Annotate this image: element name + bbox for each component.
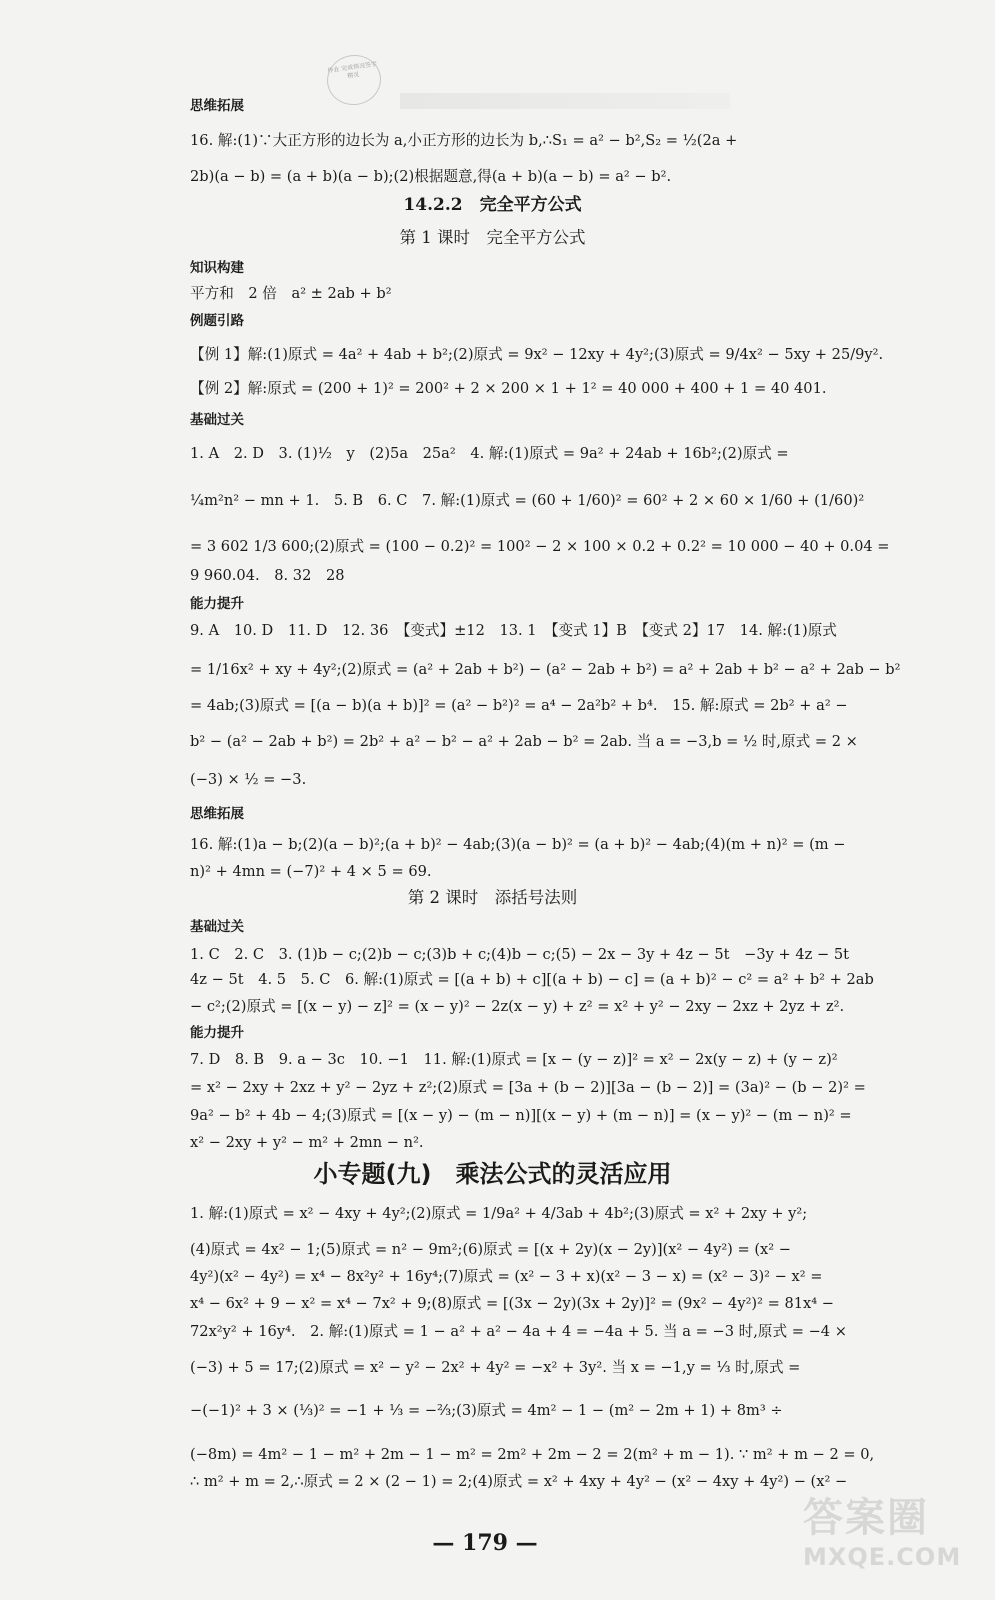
text-line: (−8m) = 4m² − 1 − m² + 2m − 1 − m² = 2m² + 2m − 2 = 2(m² + m − 1). ∵ m² + m − 2 = 0, — [190, 1446, 875, 1463]
text-line: (−3) × ½ = −3. — [190, 771, 307, 788]
text-line: 4y²)(x² − 4y²) = x⁴ − 8x²y² + 16y⁴;(7)原式 = (x² − 3 + x)(x² − 3 − x) = (x² − 3)² − x² = — [190, 1268, 823, 1285]
text-line: 72x²y² + 16y⁴. 2. 解:(1)原式 = 1 − a² + a² − 4a + 4 = −4a + 5. 当 a = −3 时,原式 = −4 × — [190, 1323, 847, 1340]
heading-basic: 基础过关 — [190, 412, 244, 428]
text-line: 16. 解:(1)a − b;(2)(a − b)²;(a + b)² − 4ab;(3)(a − b)² = (a + b)² − 4ab;(4)(m + n)² = (m − — [190, 836, 846, 853]
ink-stamp: 作业 完成情况签字 精灵 — [324, 51, 384, 108]
text-line: 9 960.04. 8. 32 28 — [190, 567, 345, 584]
text-line: = 3 602 1/3 600;(2)原式 = (100 − 0.2)² = 100² − 2 × 100 × 0.2 + 0.2² = 10 000 − 40 + 0.04 = — [190, 538, 890, 555]
faded-bleed-through — [400, 93, 730, 109]
heading-knowledge: 知识构建 — [190, 260, 244, 276]
section-title: 14.2.2 完全平方公式 — [403, 195, 582, 215]
heading-examples: 例题引路 — [190, 313, 244, 329]
page-number: — 179 — — [432, 1530, 538, 1556]
text-line: 【例 2】解:原式 = (200 + 1)² = 200² + 2 × 200 × 1 + 1² = 40 000 + 400 + 1 = 40 401. — [190, 380, 827, 397]
heading-thinking-extension: 思维拓展 — [190, 98, 244, 114]
heading-ability: 能力提升 — [190, 596, 244, 612]
text-line: 【例 1】解:(1)原式 = 4a² + 4ab + b²;(2)原式 = 9x² − 12xy + 4y²;(3)原式 = 9/4x² − 5xy + 25/9y². — [190, 346, 884, 363]
text-line: = x² − 2xy + 2xz + y² − 2yz + z²;(2)原式 = [3a + (b − 2)][3a − (b − 2)] = (3a)² − (b − 2)² = — [190, 1079, 866, 1096]
text-line: = 4ab;(3)原式 = [(a − b)(a + b)]² = (a² − b²)² = a⁴ − 2a²b² + b⁴. 15. 解:原式 = 2b² + a² − — [190, 697, 848, 714]
heading-ability: 能力提升 — [190, 1025, 244, 1041]
text-line: (4)原式 = 4x² − 1;(5)原式 = n² − 9m²;(6)原式 = [(x + 2y)(x − 2y)](x² − 4y²) = (x² − — [190, 1241, 792, 1258]
site-watermark — [803, 1494, 983, 1594]
text-line: 2b)(a − b) = (a + b)(a − b);(2)根据题意,得(a + b)(a − b) = a² − b². — [190, 168, 672, 185]
text-line: 平方和 2 倍 a² ± 2ab + b² — [190, 285, 392, 302]
text-line: 1. 解:(1)原式 = x² − 4xy + 4y²;(2)原式 = 1/9a² + 4/3ab + 4b²;(3)原式 = x² + 2xy + y²; — [190, 1205, 808, 1222]
text-line: b² − (a² − 2ab + b²) = 2b² + a² − b² − a² + 2ab − b² = 2ab. 当 a = −3,b = ½ 时,原式 = 2 × — [190, 733, 858, 750]
text-line: 7. D 8. B 9. a − 3c 10. −1 11. 解:(1)原式 = [x − (y − z)]² = x² − 2x(y − z) + (y − z)² — [190, 1051, 838, 1068]
text-line: 1. C 2. C 3. (1)b − c;(2)b − c;(3)b + c;(4)b − c;(5) − 2x − 3y + 4z − 5t −3y + 4z − 5t — [190, 946, 849, 963]
text-line: − c²;(2)原式 = [(x − y) − z]² = (x − y)² − 2z(x − y) + z² = x² + y² − 2xy − 2xz + 2yz + z². — [190, 998, 845, 1015]
text-line: = 1/16x² + xy + 4y²;(2)原式 = (a² + 2ab + b²) − (a² − 2ab + b²) = a² + 2ab + b² − a² + 2ab − b² — [190, 661, 901, 678]
text-line: 4z − 5t 4. 5 5. C 6. 解:(1)原式 = [(a + b) + c][(a + b) − c] = (a + b)² − c² = a² + b² + 2ab — [190, 971, 874, 988]
text-line: −(−1)² + 3 × (⅓)² = −1 + ⅓ = −⅔;(3)原式 = 4m² − 1 − (m² − 2m + 1) + 8m³ ÷ — [190, 1402, 783, 1419]
heading-basic: 基础过关 — [190, 919, 244, 935]
text-line: x² − 2xy + y² − m² + 2mn − n². — [190, 1134, 424, 1151]
text-line: 9. A 10. D 11. D 12. 36 【变式】±12 13. 1 【变式 1】B 【变式 2】17 14. 解:(1)原式 — [190, 622, 837, 639]
text-line: (−3) + 5 = 17;(2)原式 = x² − y² − 2x² + 4y² = −x² + 3y². 当 x = −1,y = ⅓ 时,原式 = — [190, 1359, 801, 1376]
text-line: 1. A 2. D 3. (1)½ y (2)5a 25a² 4. 解:(1)原式 = 9a² + 24ab + 16b²;(2)原式 = — [190, 445, 789, 462]
text-line: x⁴ − 6x² + 9 − x² = x⁴ − 7x² + 9;(8)原式 = [(3x − 2y)(3x + 2y)]² = (9x² − 4y²)² = 81x⁴ − — [190, 1295, 834, 1312]
lesson-title: 第 2 课时 添括号法则 — [407, 888, 578, 907]
heading-thinking-extension: 思维拓展 — [190, 806, 244, 822]
text-line: ∴ m² + m = 2,∴原式 = 2 × (2 − 1) = 2;(4)原式 = x² + 4xy + 4y² − (x² − 4xy + 4y²) − (x² − — [190, 1473, 848, 1490]
text-line: 9a² − b² + 4b − 4;(3)原式 = [(x − y) − (m − n)][(x − y) + (m − n)] = (x − y)² − (m − n)² = — [190, 1107, 852, 1124]
text-line: ¼m²n² − mn + 1. 5. B 6. C 7. 解:(1)原式 = (60 + 1/60)² = 60² + 2 × 60 × 1/60 + (1/60)² — [190, 492, 865, 509]
text-line: 16. 解:(1)∵大正方形的边长为 a,小正方形的边长为 b,∴S₁ = a² − b²,S₂ = ½(2a + — [190, 132, 738, 149]
watermark-url: MXQE.COM — [803, 1543, 962, 1571]
special-topic-title: 小专题(九) 乘法公式的灵活应用 — [313, 1160, 672, 1188]
lesson-title: 第 1 课时 完全平方公式 — [399, 228, 586, 247]
text-line: n)² + 4mn = (−7)² + 4 × 5 = 69. — [190, 863, 432, 880]
watermark-logo-text: 答案圈 — [803, 1495, 929, 1541]
